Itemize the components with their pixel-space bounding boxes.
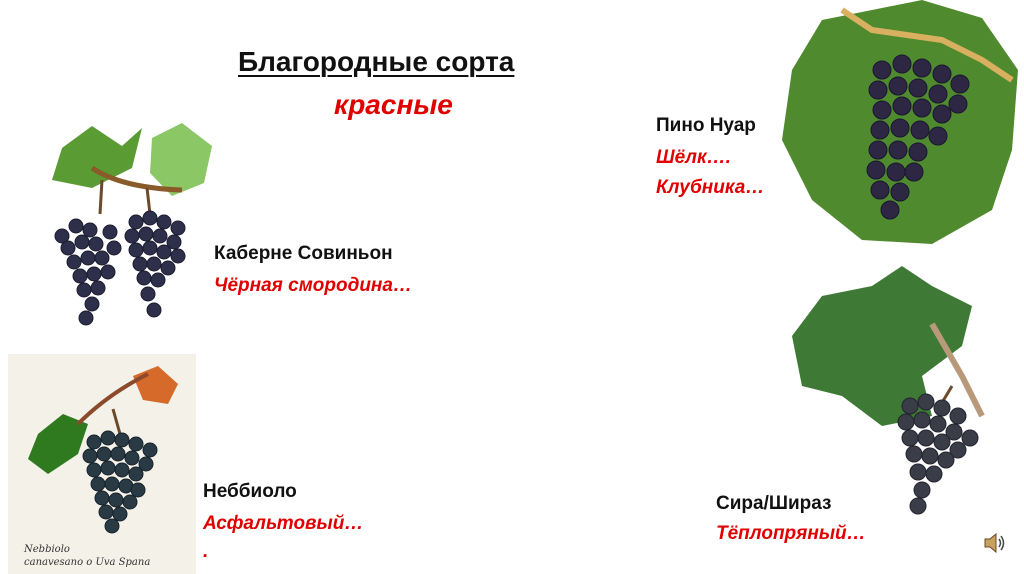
variety-name-syrah: Сира/Шираз: [716, 493, 832, 514]
variety-name-pinot-noir: Пино Нуар: [656, 115, 756, 136]
variety-name-nebbiolo: Неббиоло: [203, 481, 297, 502]
nebbiolo-caption-line1: Nebbiolo: [24, 544, 70, 555]
pinot-noir-grape-image: [782, 0, 1024, 246]
variety-note-syrah: Тёплопряный…: [716, 523, 866, 544]
speaker-icon[interactable]: [982, 530, 1008, 556]
variety-name-cabernet: Каберне Совиньон: [214, 243, 393, 264]
cabernet-grape-image: [22, 118, 222, 336]
variety-note-nebbiolo-line1: Асфальтовый…: [203, 513, 364, 534]
nebbiolo-grape-image: [8, 354, 196, 574]
syrah-grape-image: [782, 266, 1018, 528]
variety-note-pinot-noir-line1: Шёлк….: [656, 147, 731, 168]
variety-note-pinot-noir-line2: Клубника…: [656, 177, 765, 198]
slide-title: Благородные сорта: [238, 46, 515, 77]
slide-subtitle: красные: [334, 89, 453, 120]
variety-note-cabernet: Чёрная смородина…: [214, 275, 412, 296]
nebbiolo-caption-line2: canavesano o Uva Spana: [24, 557, 151, 568]
variety-note-nebbiolo-line2: .: [203, 541, 209, 562]
